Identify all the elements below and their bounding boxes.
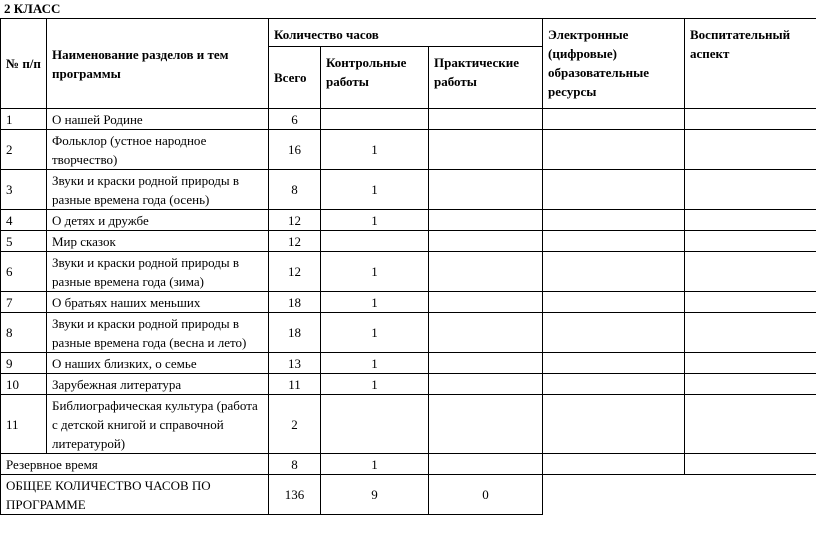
summary-control: 9 bbox=[321, 475, 429, 515]
row-aspect bbox=[685, 252, 816, 292]
row-num: 4 bbox=[1, 210, 47, 231]
row-practical bbox=[429, 353, 543, 374]
row-practical bbox=[429, 374, 543, 395]
reserve-resources bbox=[543, 454, 685, 475]
row-resources bbox=[543, 130, 685, 170]
row-total: 2 bbox=[269, 395, 321, 454]
table-row bbox=[1, 313, 816, 353]
curriculum-table bbox=[0, 18, 816, 515]
row-resources bbox=[543, 313, 685, 353]
row-name: Мир сказок bbox=[47, 231, 269, 252]
row-total: 16 bbox=[269, 130, 321, 170]
row-practical bbox=[429, 252, 543, 292]
row-name: О нашей Родине bbox=[47, 109, 269, 130]
reserve-label: Резервное время bbox=[1, 454, 269, 475]
table-row bbox=[1, 109, 816, 130]
row-num: 6 bbox=[1, 252, 47, 292]
row-practical bbox=[429, 395, 543, 454]
row-practical bbox=[429, 130, 543, 170]
table-row bbox=[1, 210, 816, 231]
row-num: 2 bbox=[1, 130, 47, 170]
row-resources bbox=[543, 231, 685, 252]
header-total: Всего bbox=[269, 47, 321, 109]
page-title: 2 КЛАСС bbox=[4, 1, 61, 16]
row-total: 8 bbox=[269, 170, 321, 210]
row-practical bbox=[429, 231, 543, 252]
row-aspect bbox=[685, 374, 816, 395]
row-control: 1 bbox=[321, 313, 429, 353]
row-total: 18 bbox=[269, 313, 321, 353]
row-control bbox=[321, 395, 429, 454]
row-total: 6 bbox=[269, 109, 321, 130]
header-resources: Электронные (цифровые) образовательные ресурсы bbox=[543, 19, 685, 109]
reserve-practical bbox=[429, 454, 543, 475]
row-name: Фольклор (устное народное творчество) bbox=[47, 130, 269, 170]
row-control: 1 bbox=[321, 353, 429, 374]
table-row bbox=[1, 395, 816, 454]
row-num: 1 bbox=[1, 109, 47, 130]
row-name: Библиографическая культура (работа с детской книгой и справочной литературой) bbox=[47, 395, 269, 454]
header-hours: Количество часов bbox=[269, 19, 543, 47]
row-practical bbox=[429, 170, 543, 210]
row-practical bbox=[429, 292, 543, 313]
reserve-control: 1 bbox=[321, 454, 429, 475]
table-row bbox=[1, 231, 816, 252]
row-resources bbox=[543, 170, 685, 210]
row-control: 1 bbox=[321, 374, 429, 395]
table-row bbox=[1, 292, 816, 313]
row-practical bbox=[429, 109, 543, 130]
row-practical bbox=[429, 313, 543, 353]
row-control: 1 bbox=[321, 170, 429, 210]
row-total: 12 bbox=[269, 252, 321, 292]
header-num: № п/п bbox=[1, 19, 47, 109]
header-practical: Практические работы bbox=[429, 47, 543, 109]
table-row bbox=[1, 374, 816, 395]
header-name: Наименование разделов и тем программы bbox=[47, 19, 269, 109]
row-control: 1 bbox=[321, 210, 429, 231]
summary-practical: 0 bbox=[429, 475, 543, 515]
row-control: 1 bbox=[321, 292, 429, 313]
row-control bbox=[321, 231, 429, 252]
row-aspect bbox=[685, 210, 816, 231]
row-name: О детях и дружбе bbox=[47, 210, 269, 231]
row-name: О братьях наших меньших bbox=[47, 292, 269, 313]
row-resources bbox=[543, 353, 685, 374]
row-resources bbox=[543, 252, 685, 292]
row-num: 11 bbox=[1, 395, 47, 454]
row-aspect bbox=[685, 170, 816, 210]
row-num: 8 bbox=[1, 313, 47, 353]
table-row bbox=[1, 130, 816, 170]
summary-total: 136 bbox=[269, 475, 321, 515]
row-control: 1 bbox=[321, 252, 429, 292]
row-control: 1 bbox=[321, 130, 429, 170]
row-name: Зарубежная литература bbox=[47, 374, 269, 395]
row-total: 18 bbox=[269, 292, 321, 313]
row-total: 11 bbox=[269, 374, 321, 395]
row-total: 12 bbox=[269, 210, 321, 231]
row-control bbox=[321, 109, 429, 130]
table-row bbox=[1, 170, 816, 210]
row-total: 13 bbox=[269, 353, 321, 374]
row-aspect bbox=[685, 130, 816, 170]
row-resources bbox=[543, 109, 685, 130]
row-num: 9 bbox=[1, 353, 47, 374]
header-aspect: Воспитательный аспект bbox=[685, 19, 816, 109]
table-row bbox=[1, 353, 816, 374]
header-control: Контрольные работы bbox=[321, 47, 429, 109]
row-name: О наших близких, о семье bbox=[47, 353, 269, 374]
summary-row bbox=[1, 475, 816, 515]
row-resources bbox=[543, 210, 685, 231]
header-row-1 bbox=[1, 19, 816, 47]
row-aspect bbox=[685, 292, 816, 313]
row-aspect bbox=[685, 231, 816, 252]
row-aspect bbox=[685, 353, 816, 374]
row-total: 12 bbox=[269, 231, 321, 252]
row-name: Звуки и краски родной природы в разные времена года (зима) bbox=[47, 252, 269, 292]
row-resources bbox=[543, 374, 685, 395]
row-aspect bbox=[685, 395, 816, 454]
reserve-row bbox=[1, 454, 816, 475]
row-num: 3 bbox=[1, 170, 47, 210]
row-practical bbox=[429, 210, 543, 231]
row-name: Звуки и краски родной природы в разные времена года (весна и лето) bbox=[47, 313, 269, 353]
row-name: Звуки и краски родной природы в разные времена года (осень) bbox=[47, 170, 269, 210]
row-aspect bbox=[685, 109, 816, 130]
row-num: 5 bbox=[1, 231, 47, 252]
row-resources bbox=[543, 395, 685, 454]
row-aspect bbox=[685, 313, 816, 353]
row-resources bbox=[543, 292, 685, 313]
summary-empty bbox=[543, 475, 816, 515]
row-num: 7 bbox=[1, 292, 47, 313]
row-num: 10 bbox=[1, 374, 47, 395]
reserve-aspect bbox=[685, 454, 816, 475]
reserve-total: 8 bbox=[269, 454, 321, 475]
table-row bbox=[1, 252, 816, 292]
summary-label: ОБЩЕЕ КОЛИЧЕСТВО ЧАСОВ ПО ПРОГРАММЕ bbox=[1, 475, 269, 515]
